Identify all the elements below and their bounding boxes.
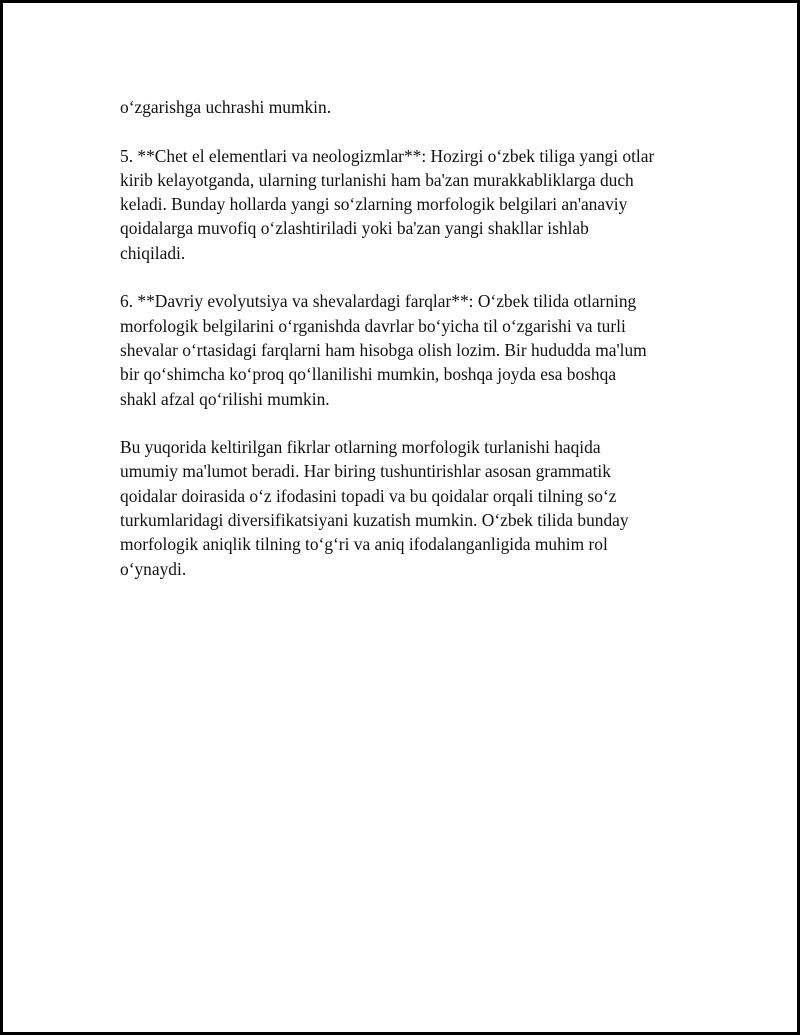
text-line: chiqiladi. bbox=[120, 242, 186, 263]
document-body bbox=[120, 95, 700, 605]
text-line: o‘zgarishga uchrashi mumkin. bbox=[120, 97, 332, 117]
text-line: umumiy ma'lumot beradi. Har biring tushuntirishlar asosan grammatik bbox=[120, 461, 611, 482]
text-line: morfologik belgilarini o‘rganishda davrlar bo‘yicha til o‘zgarishi va turli bbox=[120, 315, 626, 336]
text-line: kirib kelayotganda, ularning turlanishi ham ba'zan murakkabliklarga duch bbox=[120, 169, 634, 190]
text-line: Bu yuqorida keltirilgan fikrlar otlarning morfologik turlanishi haqida bbox=[120, 437, 601, 458]
text-line: qoidalar doirasida o‘z ifodasini topadi va bu qoidalar orqali tilning so‘z bbox=[120, 485, 617, 506]
text-line: turkumlaridagi diversifikatsiyani kuzatish mumkin. O‘zbek tilida bunday bbox=[120, 510, 629, 531]
text-line: shevalar o‘rtasidagi farqlarni ham hisobga olish lozim. Bir hududda ma'lum bbox=[120, 339, 647, 360]
paragraph-item-6 bbox=[120, 289, 700, 410]
paragraph-summary bbox=[120, 435, 700, 581]
paragraph-item-5 bbox=[120, 144, 700, 265]
text-line: o‘ynaydi. bbox=[120, 558, 187, 579]
text-line: keladi. Bunday hollarda yangi so‘zlarning morfologik belgilari an'anaviy bbox=[120, 194, 628, 215]
text-line: bir qo‘shimcha ko‘proq qo‘llanilishi mumkin, boshqa joyda esa boshqa bbox=[120, 364, 617, 385]
text-line: 5. **Chet el elementlari va neologizmlar**: Hozirgi o‘zbek tiliga yangi otlar bbox=[120, 145, 655, 166]
text-line: shakl afzal qo‘rilishi mumkin. bbox=[120, 388, 330, 409]
text-line: 6. **Davriy evolyutsiya va shevalardagi farqlar**: O‘zbek tilida otlarning bbox=[120, 291, 637, 312]
text-line: qoidalarga muvofiq o‘zlashtiriladi yoki ba'zan yangi shakllar ishlab bbox=[120, 218, 589, 239]
paragraph-continuation bbox=[120, 95, 700, 119]
text-line: morfologik aniqlik tilning to‘g‘ri va aniq ifodalanganligida muhim rol bbox=[120, 534, 608, 555]
